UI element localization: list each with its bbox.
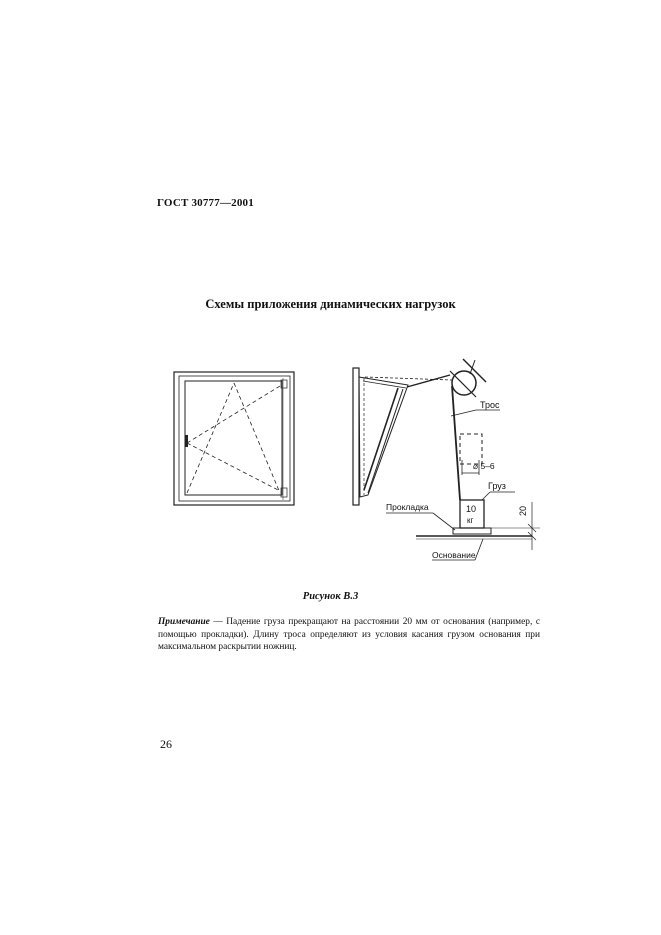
note-label: Примечание bbox=[158, 617, 210, 627]
note-text: — Падение груза прекращают на расстоянии 20 мм от основания (например, с помощью прокладки). Длину троса определяют из условия касания грузом основания при максимальном раскрытии ножниц. bbox=[158, 617, 540, 652]
figure-caption: Рисунок В.3 bbox=[302, 591, 359, 602]
rope bbox=[452, 386, 460, 500]
window-inner-frame bbox=[179, 376, 290, 501]
weight-label: Груз bbox=[488, 481, 506, 491]
base-leader bbox=[475, 539, 483, 560]
weight-leader bbox=[482, 492, 490, 500]
pad bbox=[453, 528, 491, 534]
pulley bbox=[452, 371, 476, 395]
document-code: ГОСТ 30777—2001 bbox=[157, 197, 254, 209]
dimension-label: 20 bbox=[518, 505, 528, 516]
weight-upper-position bbox=[460, 434, 482, 464]
pad-label: Прокладка bbox=[386, 502, 429, 512]
window-handle bbox=[185, 435, 188, 447]
page-number: 26 bbox=[160, 737, 172, 751]
load-scheme-drawing bbox=[170, 350, 560, 580]
frame-section bbox=[353, 368, 359, 505]
window-sash bbox=[185, 381, 282, 495]
figure-b3 bbox=[170, 350, 560, 580]
diameter-label: ⌀ 5–6 bbox=[473, 461, 495, 471]
weight-unit: кг bbox=[467, 516, 474, 525]
window-front-view bbox=[174, 372, 294, 505]
section-title: Схемы приложения динамических нагрузок bbox=[205, 297, 456, 311]
opening-dash-lines bbox=[187, 383, 280, 493]
base-label: Основание bbox=[432, 550, 476, 560]
weight-value: 10 bbox=[466, 504, 477, 514]
scissors-arm bbox=[407, 375, 450, 387]
note-paragraph bbox=[158, 616, 540, 654]
window-outer-frame bbox=[174, 372, 294, 505]
rope-label: Трос bbox=[480, 400, 500, 410]
side-section-view bbox=[353, 359, 540, 560]
